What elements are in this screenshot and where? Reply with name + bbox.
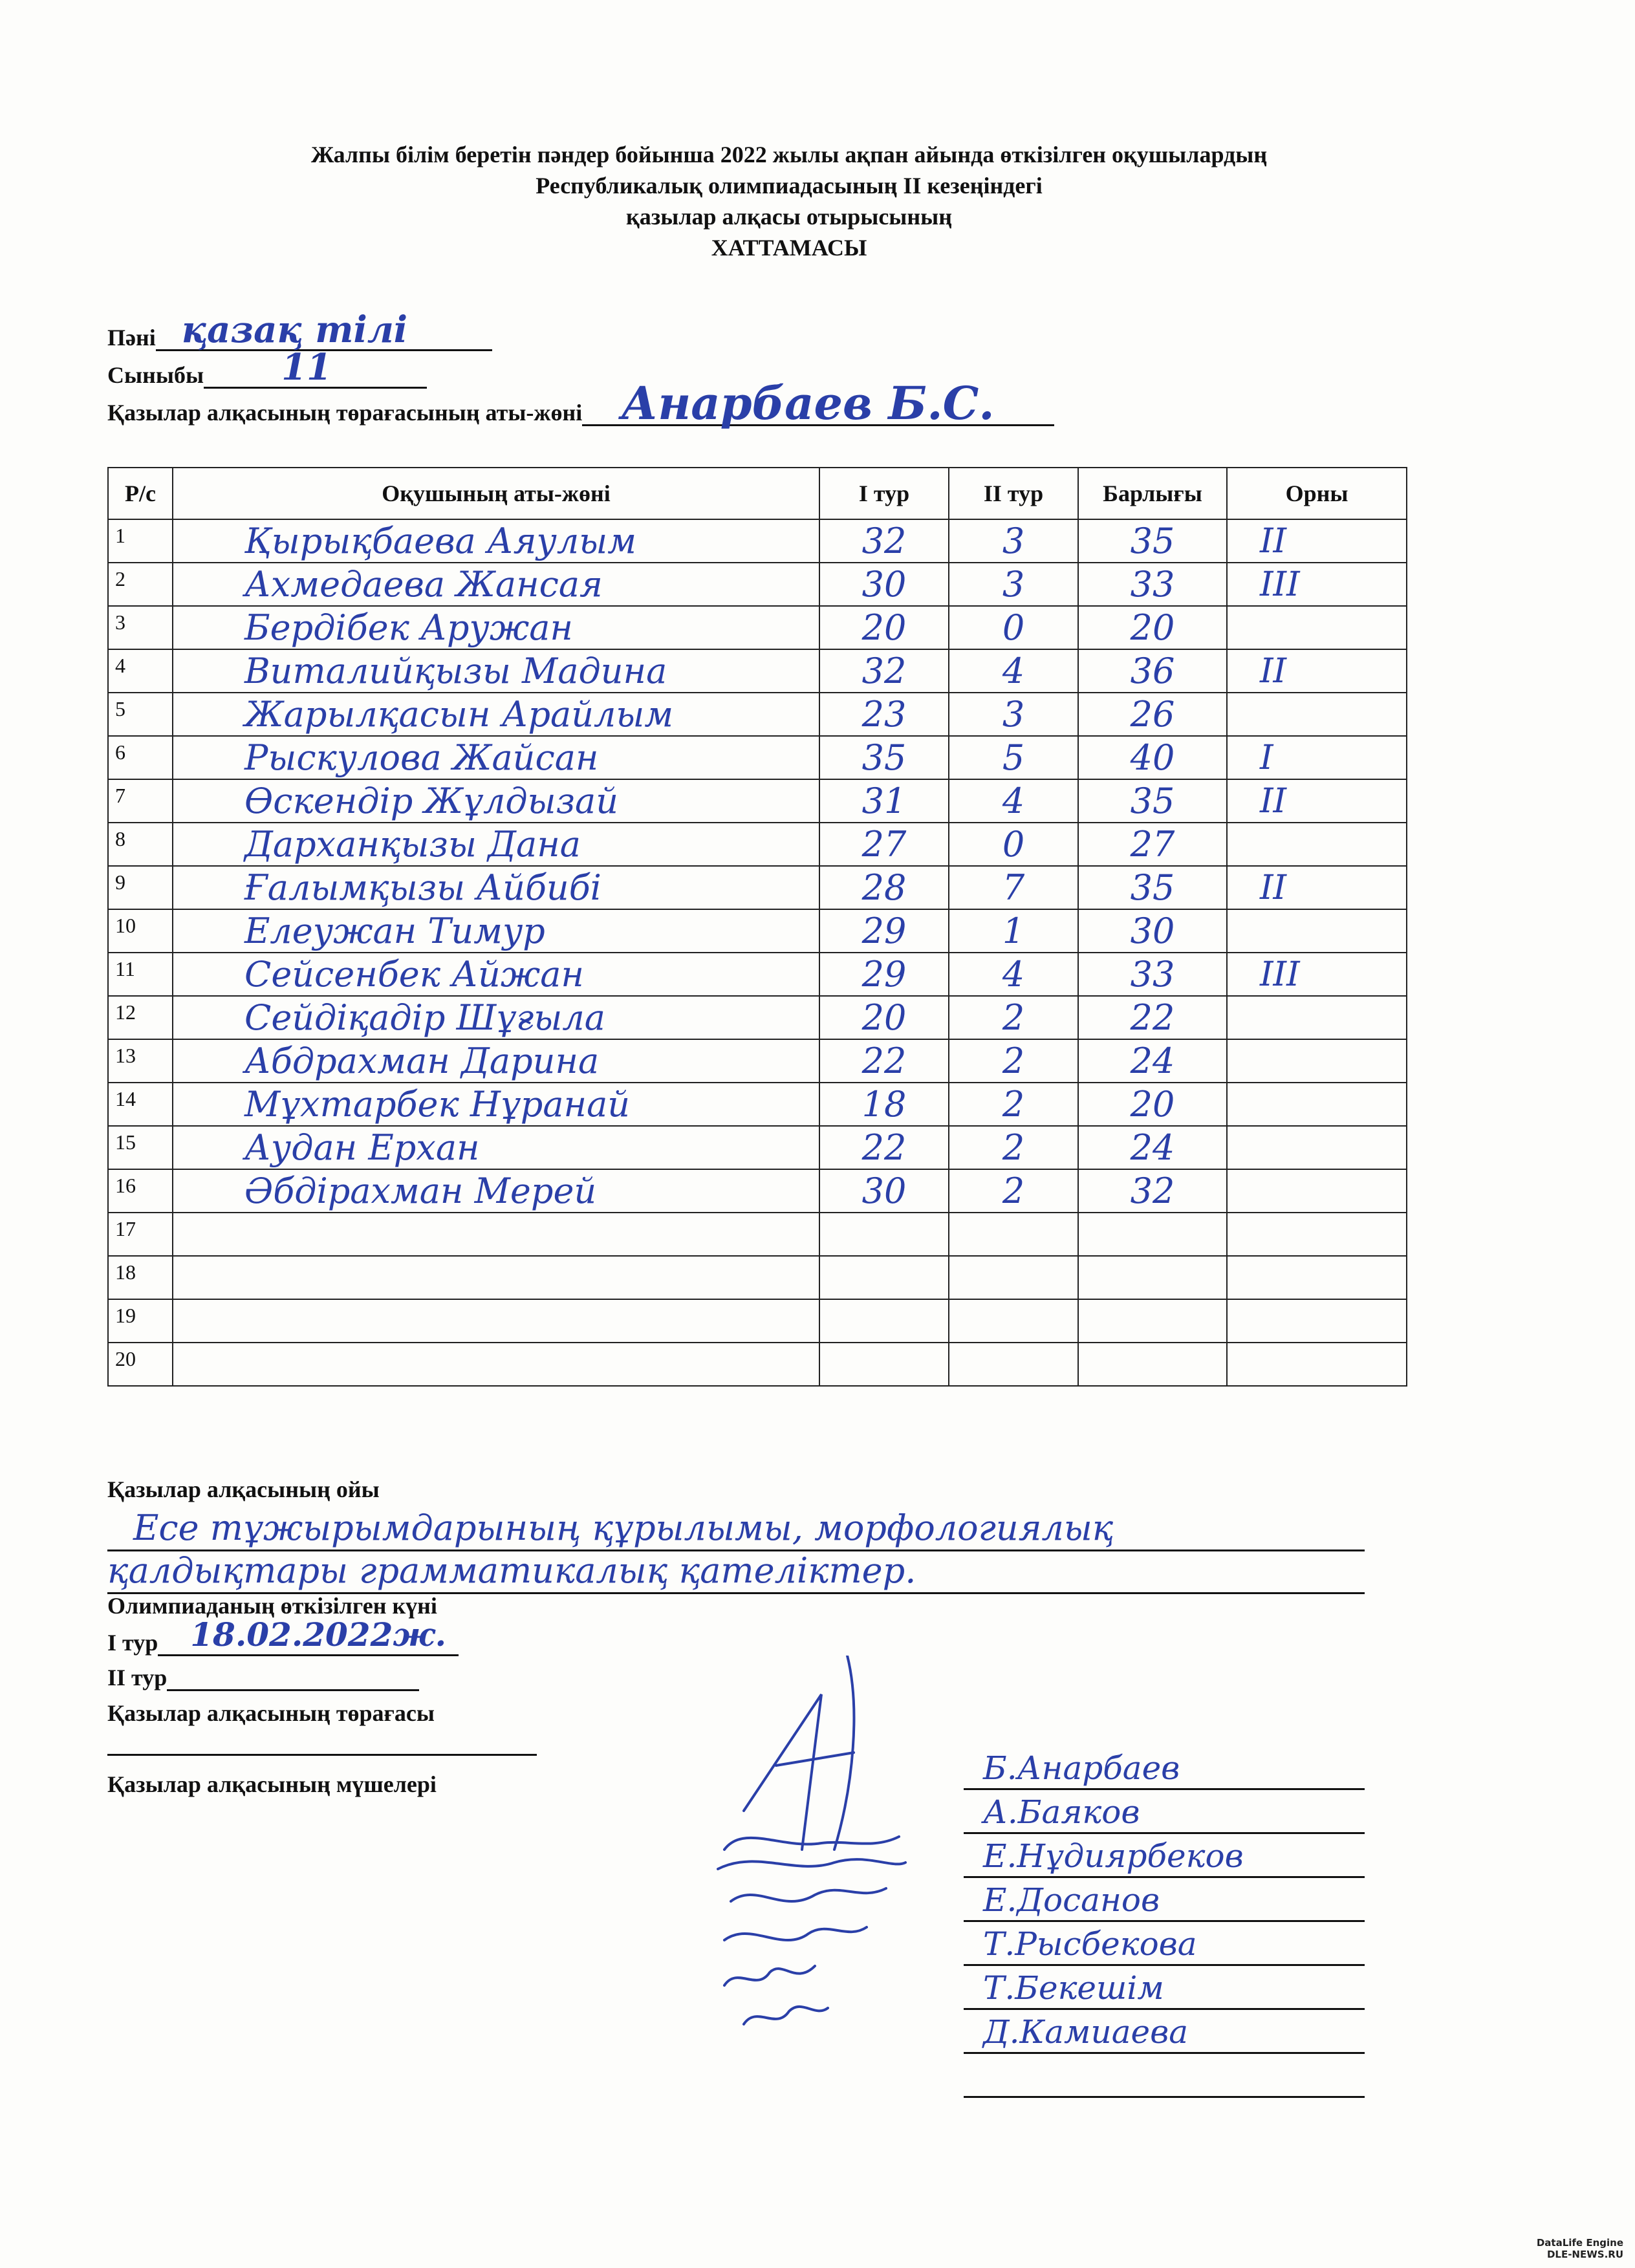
- member-line: [964, 2010, 1365, 2054]
- table-row: [108, 563, 1407, 606]
- total-score: [1078, 1256, 1227, 1299]
- place: [1227, 1083, 1407, 1126]
- table-row: [108, 823, 1407, 866]
- tour1-label: І тур: [107, 1630, 158, 1656]
- student-name: [173, 1299, 819, 1343]
- student-name: Виталийқызы Мадина: [173, 649, 819, 693]
- tour2-score: 2: [949, 1083, 1078, 1126]
- tour2-score: [949, 1299, 1078, 1343]
- tour2-date-field: [107, 1663, 419, 1691]
- tour2-score: [949, 1213, 1078, 1256]
- tour1-score: 22: [819, 1039, 949, 1083]
- row-number: 15: [108, 1126, 173, 1169]
- student-name: Сейдіқадір Шұғыла: [173, 996, 819, 1039]
- student-name: [173, 1343, 819, 1386]
- tour1-score: 29: [819, 953, 949, 996]
- document-header: [103, 139, 1475, 263]
- total-score: 40: [1078, 736, 1227, 779]
- member-name: А.Баяков: [983, 1793, 1140, 1831]
- place: ІІ: [1227, 649, 1407, 693]
- tour1-score: 28: [819, 866, 949, 909]
- total-score: 35: [1078, 866, 1227, 909]
- row-number: 14: [108, 1083, 173, 1126]
- header-title: ХАТТАМАСЫ: [711, 235, 867, 261]
- table-row: [108, 1256, 1407, 1299]
- tour2-score: 2: [949, 1039, 1078, 1083]
- table-row: [108, 1213, 1407, 1256]
- place: ІІ: [1227, 779, 1407, 823]
- members-label: Қазылар алқасының мүшелері: [107, 1771, 437, 1797]
- watermark-line-2: DLE-NEWS.RU: [1546, 2249, 1623, 2260]
- row-number: 7: [108, 779, 173, 823]
- row-number: 3: [108, 606, 173, 649]
- row-number: 20: [108, 1343, 173, 1386]
- opinion-label: Қазылар алқасының ойы: [107, 1476, 380, 1502]
- place: [1227, 996, 1407, 1039]
- tour2-score: 3: [949, 693, 1078, 736]
- watermark: [1537, 2237, 1623, 2260]
- opinion-line-1: [107, 1507, 1365, 1551]
- table-row: [108, 996, 1407, 1039]
- row-number: 4: [108, 649, 173, 693]
- place: [1227, 1126, 1407, 1169]
- col-header-total: Барлығы: [1078, 468, 1227, 519]
- place: [1227, 823, 1407, 866]
- table-row: [108, 779, 1407, 823]
- place: І: [1227, 736, 1407, 779]
- table-row: [108, 736, 1407, 779]
- total-score: 33: [1078, 563, 1227, 606]
- student-name: Аудан Ерхан: [173, 1126, 819, 1169]
- total-score: 24: [1078, 1039, 1227, 1083]
- student-name: Әбдірахман Мерей: [173, 1169, 819, 1213]
- tour1-date-field: [107, 1615, 459, 1656]
- tour1-score: 20: [819, 606, 949, 649]
- tour2-score: 1: [949, 909, 1078, 953]
- member-line-empty: [964, 2054, 1365, 2098]
- tour2-score: 3: [949, 563, 1078, 606]
- tour2-score: 7: [949, 866, 1078, 909]
- total-score: 36: [1078, 649, 1227, 693]
- tour2-score: 0: [949, 606, 1078, 649]
- table-row: [108, 1126, 1407, 1169]
- member-name: Т.Рысбекова: [983, 1925, 1197, 1963]
- place: ІІ: [1227, 519, 1407, 563]
- student-name: Абдрахман Дарина: [173, 1039, 819, 1083]
- tour1-score: [819, 1343, 949, 1386]
- student-name: Ахмедаева Жансая: [173, 563, 819, 606]
- total-score: 27: [1078, 823, 1227, 866]
- table-row: [108, 1083, 1407, 1126]
- total-score: [1078, 1213, 1227, 1256]
- tour2-score: 2: [949, 1169, 1078, 1213]
- row-number: 6: [108, 736, 173, 779]
- results-table: [107, 467, 1407, 1387]
- table-row: [108, 866, 1407, 909]
- total-score: [1078, 1299, 1227, 1343]
- tour1-score: 32: [819, 649, 949, 693]
- table-row: [108, 953, 1407, 996]
- student-name: Қырықбаева Аяулым: [173, 519, 819, 563]
- chair-footer-label: Қазылар алқасының төрағасы: [107, 1700, 435, 1726]
- subject-value: қазақ тілі: [181, 308, 408, 351]
- tour2-score: [949, 1256, 1078, 1299]
- tour1-score: 31: [819, 779, 949, 823]
- member-name: Т.Бекешім: [983, 1969, 1164, 2007]
- place: ІІ: [1227, 866, 1407, 909]
- student-name: Дарханқызы Дана: [173, 823, 819, 866]
- place: [1227, 1256, 1407, 1299]
- tour1-score: 23: [819, 693, 949, 736]
- row-number: 9: [108, 866, 173, 909]
- total-score: 35: [1078, 519, 1227, 563]
- member-name: Д.Камиаева: [983, 2013, 1189, 2051]
- table-row: [108, 1039, 1407, 1083]
- total-score: 20: [1078, 606, 1227, 649]
- tour1-date: 18.02.2022ж.: [190, 1615, 447, 1654]
- table-row: [108, 693, 1407, 736]
- col-header-number: Р/с: [108, 468, 173, 519]
- total-score: 22: [1078, 996, 1227, 1039]
- student-name: [173, 1256, 819, 1299]
- row-number: 16: [108, 1169, 173, 1213]
- class-label: Сыныбы: [107, 362, 204, 388]
- total-score: 33: [1078, 953, 1227, 996]
- place: [1227, 693, 1407, 736]
- total-score: 30: [1078, 909, 1227, 953]
- tour1-score: 35: [819, 736, 949, 779]
- table-row: [108, 606, 1407, 649]
- row-number: 1: [108, 519, 173, 563]
- tour2-score: 2: [949, 996, 1078, 1039]
- row-number: 17: [108, 1213, 173, 1256]
- tour1-score: 22: [819, 1126, 949, 1169]
- tour1-score: [819, 1299, 949, 1343]
- chair-label: Қазылар алқасының төрағасының аты-жөні: [107, 400, 583, 426]
- table-row: [108, 519, 1407, 563]
- tour1-score: [819, 1256, 949, 1299]
- row-number: 12: [108, 996, 173, 1039]
- members-signatures-icon: [705, 1656, 951, 2057]
- tour2-score: 5: [949, 736, 1078, 779]
- watermark-line-1: DataLife Engine: [1536, 2237, 1623, 2249]
- member-name: Е.Досанов: [983, 1881, 1160, 1919]
- place: [1227, 1169, 1407, 1213]
- tour1-score: 29: [819, 909, 949, 953]
- chair-signature-line: [107, 1754, 537, 1756]
- row-number: 11: [108, 953, 173, 996]
- tour2-score: 4: [949, 649, 1078, 693]
- place: [1227, 1213, 1407, 1256]
- header-line-3: қазылар алқасы отырысының: [626, 204, 952, 230]
- opinion-line-2: [107, 1550, 1365, 1594]
- total-score: 20: [1078, 1083, 1227, 1126]
- member-name: Б.Анарбаев: [983, 1749, 1180, 1787]
- member-line: [964, 1834, 1365, 1878]
- subject-label: Пәні: [107, 325, 156, 351]
- tour1-score: 18: [819, 1083, 949, 1126]
- members-list: [964, 1746, 1365, 2098]
- total-score: 32: [1078, 1169, 1227, 1213]
- place: ІІІ: [1227, 953, 1407, 996]
- place: [1227, 1039, 1407, 1083]
- chair-field: [107, 376, 1054, 430]
- student-name: Мұхтарбек Нұранай: [173, 1083, 819, 1126]
- total-score: 35: [1078, 779, 1227, 823]
- place: ІІІ: [1227, 563, 1407, 606]
- student-name: Ғалымқызы Айбибі: [173, 866, 819, 909]
- table-row: [108, 1343, 1407, 1386]
- row-number: 18: [108, 1256, 173, 1299]
- student-name: Елеужан Тимур: [173, 909, 819, 953]
- tour1-score: 27: [819, 823, 949, 866]
- member-line: [964, 1878, 1365, 1922]
- col-header-tour1: І тур: [819, 468, 949, 519]
- member-line: [964, 1966, 1365, 2010]
- student-name: Рыскулова Жайсан: [173, 736, 819, 779]
- table-row: [108, 909, 1407, 953]
- total-score: [1078, 1343, 1227, 1386]
- tour2-score: 0: [949, 823, 1078, 866]
- place: [1227, 909, 1407, 953]
- dates-label: Олимпиаданың өткізілген күні: [107, 1593, 437, 1619]
- total-score: 24: [1078, 1126, 1227, 1169]
- row-number: 19: [108, 1299, 173, 1343]
- student-name: Сейсенбек Айжан: [173, 953, 819, 996]
- tour1-score: 30: [819, 1169, 949, 1213]
- member-line: [964, 1922, 1365, 1966]
- header-line-1: Жалпы білім беретін пәндер бойынша 2022 жылы ақпан айында өткізілген оқушылардың: [310, 142, 1268, 167]
- tour2-score: [949, 1343, 1078, 1386]
- table-row: [108, 1299, 1407, 1343]
- tour1-score: 30: [819, 563, 949, 606]
- row-number: 2: [108, 563, 173, 606]
- tour2-score: 4: [949, 779, 1078, 823]
- class-field: [107, 346, 427, 389]
- chair-value: Анарбаев Б.С.: [621, 376, 995, 430]
- student-name: Жарылқасын Арайлым: [173, 693, 819, 736]
- student-name: [173, 1213, 819, 1256]
- tour2-score: 2: [949, 1126, 1078, 1169]
- row-number: 13: [108, 1039, 173, 1083]
- row-number: 8: [108, 823, 173, 866]
- member-line: [964, 1790, 1365, 1834]
- place: [1227, 1343, 1407, 1386]
- table-row: [108, 649, 1407, 693]
- opinion-text-1: Есе тұжырымдарының құрылымы, морфологиялық: [133, 1507, 1114, 1548]
- table-header-row: [108, 468, 1407, 519]
- tour1-score: 20: [819, 996, 949, 1039]
- col-header-place: Орны: [1227, 468, 1407, 519]
- tour1-score: 32: [819, 519, 949, 563]
- col-header-tour2: ІІ тур: [949, 468, 1078, 519]
- student-name: Бердібек Аружан: [173, 606, 819, 649]
- student-name: Өскендір Жұлдызай: [173, 779, 819, 823]
- member-name: Е.Нұдиярбеков: [983, 1837, 1244, 1875]
- tour1-score: [819, 1213, 949, 1256]
- row-number: 5: [108, 693, 173, 736]
- tour2-label: ІІ тур: [107, 1665, 168, 1690]
- tour2-score: 3: [949, 519, 1078, 563]
- class-value: 11: [281, 346, 332, 389]
- member-line: [964, 1746, 1365, 1790]
- table-row: [108, 1169, 1407, 1213]
- header-line-2: Республикалық олимпиадасының ІІ кезеңіндегі: [536, 173, 1043, 199]
- place: [1227, 1299, 1407, 1343]
- row-number: 10: [108, 909, 173, 953]
- place: [1227, 606, 1407, 649]
- total-score: 26: [1078, 693, 1227, 736]
- tour2-score: 4: [949, 953, 1078, 996]
- col-header-name: Оқушының аты-жөні: [173, 468, 819, 519]
- opinion-text-2: қалдықтары грамматикалық қателіктер.: [107, 1550, 916, 1591]
